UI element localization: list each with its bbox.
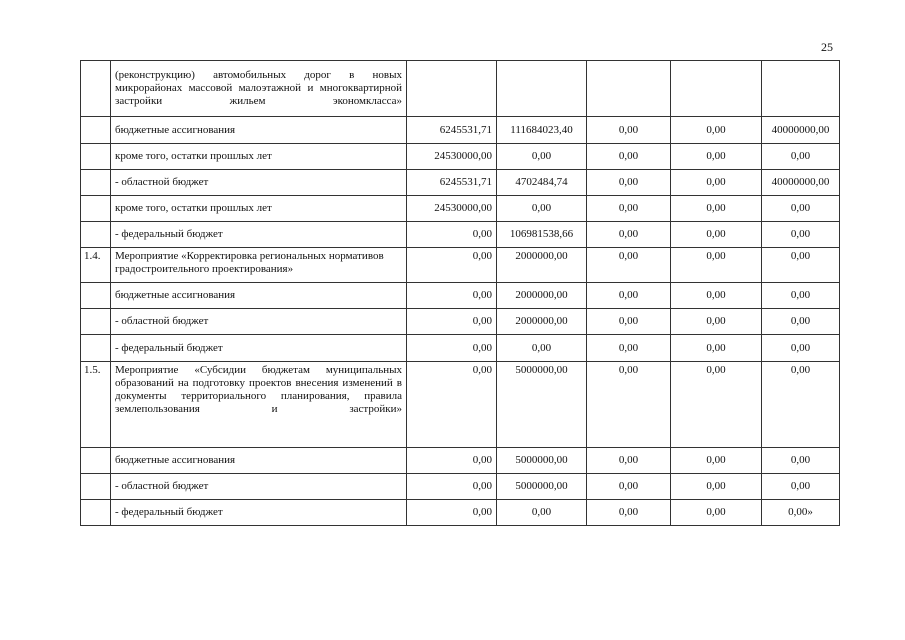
value-cell: 0,00 xyxy=(762,144,840,170)
row-label: кроме того, остатки прошлых лет xyxy=(111,144,407,170)
value-cell: 0,00 xyxy=(407,448,497,474)
value-cell: 0,00 xyxy=(671,170,762,196)
row-label: - федеральный бюджет xyxy=(111,222,407,248)
table-row xyxy=(81,362,840,448)
row-index: 1.5. xyxy=(81,362,111,448)
value-cell: 0,00» xyxy=(762,500,840,526)
value-cell: 0,00 xyxy=(762,474,840,500)
table-row xyxy=(81,335,840,362)
value-cell: 0,00 xyxy=(671,144,762,170)
row-index xyxy=(81,500,111,526)
value-cell: 0,00 xyxy=(762,362,840,448)
value-cell: 0,00 xyxy=(407,222,497,248)
value-cell: 0,00 xyxy=(671,335,762,362)
value-cell: 0,00 xyxy=(587,222,671,248)
value-cell: 0,00 xyxy=(497,335,587,362)
value-cell: 0,00 xyxy=(671,283,762,309)
row-index xyxy=(81,196,111,222)
value-cell: 0,00 xyxy=(587,500,671,526)
value-cell: 0,00 xyxy=(587,283,671,309)
row-index xyxy=(81,144,111,170)
value-cell: 0,00 xyxy=(762,248,840,283)
value-cell: 0,00 xyxy=(407,474,497,500)
row-index xyxy=(81,170,111,196)
value-cell: 0,00 xyxy=(762,196,840,222)
value-cell: 0,00 xyxy=(587,196,671,222)
value-cell: 111684023,40 xyxy=(497,117,587,144)
value-cell: 106981538,66 xyxy=(497,222,587,248)
value-cell: 0,00 xyxy=(762,283,840,309)
value-cell: 0,00 xyxy=(407,309,497,335)
value-cell: 5000000,00 xyxy=(497,474,587,500)
value-cell: 40000000,00 xyxy=(762,170,840,196)
value-cell: 0,00 xyxy=(587,474,671,500)
value-cell: 0,00 xyxy=(587,144,671,170)
row-label: - областной бюджет xyxy=(111,309,407,335)
value-cell: 2000000,00 xyxy=(497,248,587,283)
value-cell: 0,00 xyxy=(671,117,762,144)
value-cell: 4702484,74 xyxy=(497,170,587,196)
value-cell: 40000000,00 xyxy=(762,117,840,144)
value-cell: 24530000,00 xyxy=(407,144,497,170)
table-row xyxy=(81,500,840,526)
table-row xyxy=(81,170,840,196)
row-label: Мероприятие «Субсидии бюджетам муниципальных образований на подготовку проектов внесения изменений в документы территориального планирования, правила землепользования и застройки» xyxy=(111,362,407,448)
table-row xyxy=(81,474,840,500)
value-cell: 0,00 xyxy=(407,248,497,283)
value-cell: 0,00 xyxy=(497,500,587,526)
row-index xyxy=(81,222,111,248)
table-row xyxy=(81,61,840,117)
row-label: бюджетные ассигнования xyxy=(111,283,407,309)
value-cell: 0,00 xyxy=(587,309,671,335)
row-index xyxy=(81,283,111,309)
row-label: - областной бюджет xyxy=(111,170,407,196)
value-cell: 0,00 xyxy=(762,222,840,248)
value-cell: 0,00 xyxy=(407,500,497,526)
page-number: 25 xyxy=(821,40,833,54)
value-cell: 0,00 xyxy=(671,248,762,283)
value-cell xyxy=(587,61,671,117)
row-index xyxy=(81,335,111,362)
value-cell xyxy=(407,61,497,117)
value-cell: 0,00 xyxy=(587,448,671,474)
table-row xyxy=(81,448,840,474)
value-cell: 0,00 xyxy=(671,448,762,474)
value-cell: 0,00 xyxy=(587,362,671,448)
table-row xyxy=(81,222,840,248)
table-row xyxy=(81,283,840,309)
value-cell: 0,00 xyxy=(671,474,762,500)
value-cell: 6245531,71 xyxy=(407,170,497,196)
row-label: бюджетные ассигнования xyxy=(111,448,407,474)
row-index: 1.4. xyxy=(81,248,111,283)
value-cell xyxy=(762,61,840,117)
row-label: кроме того, остатки прошлых лет xyxy=(111,196,407,222)
value-cell: 0,00 xyxy=(407,335,497,362)
value-cell: 0,00 xyxy=(671,500,762,526)
row-label: бюджетные ассигнования xyxy=(111,117,407,144)
row-label: - областной бюджет xyxy=(111,474,407,500)
value-cell: 5000000,00 xyxy=(497,362,587,448)
value-cell: 0,00 xyxy=(671,222,762,248)
row-index xyxy=(81,117,111,144)
row-label: Мероприятие «Корректировка региональных нормативов градостроительного проектирования» xyxy=(111,248,407,283)
value-cell: 0,00 xyxy=(671,362,762,448)
table-row xyxy=(81,144,840,170)
value-cell: 0,00 xyxy=(671,196,762,222)
value-cell: 6245531,71 xyxy=(407,117,497,144)
row-label: - федеральный бюджет xyxy=(111,500,407,526)
row-index xyxy=(81,61,111,117)
value-cell: 0,00 xyxy=(587,335,671,362)
value-cell: 0,00 xyxy=(587,117,671,144)
value-cell xyxy=(671,61,762,117)
value-cell: 0,00 xyxy=(407,362,497,448)
budget-table xyxy=(80,60,840,526)
row-index xyxy=(81,309,111,335)
table-row xyxy=(81,196,840,222)
value-cell: 24530000,00 xyxy=(407,196,497,222)
value-cell: 2000000,00 xyxy=(497,283,587,309)
table-row xyxy=(81,117,840,144)
table-row xyxy=(81,309,840,335)
value-cell: 0,00 xyxy=(762,335,840,362)
row-label: (реконструкцию) автомобильных дорог в новых микрорайонах массовой малоэтажной и многоквартирной застройки жильем экономкласса» xyxy=(111,61,407,117)
value-cell: 0,00 xyxy=(407,283,497,309)
value-cell: 0,00 xyxy=(762,309,840,335)
value-cell: 0,00 xyxy=(497,196,587,222)
value-cell: 0,00 xyxy=(587,170,671,196)
row-label: - федеральный бюджет xyxy=(111,335,407,362)
value-cell xyxy=(497,61,587,117)
value-cell: 0,00 xyxy=(587,248,671,283)
value-cell: 0,00 xyxy=(671,309,762,335)
value-cell: 0,00 xyxy=(762,448,840,474)
value-cell: 0,00 xyxy=(497,144,587,170)
row-index xyxy=(81,448,111,474)
value-cell: 2000000,00 xyxy=(497,309,587,335)
value-cell: 5000000,00 xyxy=(497,448,587,474)
table-row xyxy=(81,248,840,283)
row-index xyxy=(81,474,111,500)
